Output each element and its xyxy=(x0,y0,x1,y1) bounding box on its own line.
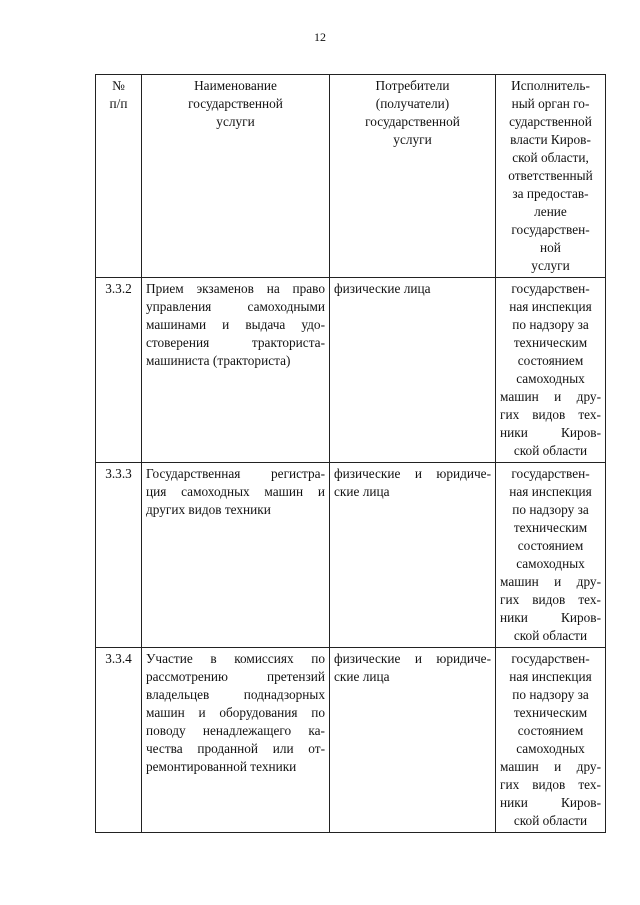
row-service-name xyxy=(142,463,330,648)
header-executive-body-line: государствен- xyxy=(511,222,590,237)
header-consumers-line: государственной xyxy=(365,114,460,129)
header-executive-body-line: Исполнитель- xyxy=(511,78,590,93)
row-executive-body-line: состоянием xyxy=(517,538,584,553)
row-service-name-line: ция самоходных машин и xyxy=(146,484,325,499)
table-row xyxy=(96,648,606,833)
row-executive-body xyxy=(496,463,606,648)
row-consumers-line: ские лица xyxy=(334,669,390,684)
row-consumers xyxy=(330,463,496,648)
row-service-name-line: машиниста (тракториста) xyxy=(146,353,291,368)
row-consumers xyxy=(330,648,496,833)
header-service-name-line: услуги xyxy=(216,114,255,129)
header-consumers xyxy=(330,75,496,278)
header-service-name xyxy=(142,75,330,278)
row-number: 3.3.2 xyxy=(96,278,142,463)
header-service-name-line: Наименование xyxy=(194,78,277,93)
row-executive-body-line: ная инспекция xyxy=(509,299,592,314)
row-service-name xyxy=(142,648,330,833)
row-service-name-line: машин и оборудования по xyxy=(146,705,325,720)
row-executive-body-line: по надзору за xyxy=(512,502,589,517)
header-executive-body xyxy=(496,75,606,278)
row-service-name-line: Участие в комиссиях по xyxy=(146,651,325,666)
header-consumers-line: (получатели) xyxy=(375,96,450,111)
row-consumers-line: физические и юридиче- xyxy=(334,651,491,666)
header-number xyxy=(96,75,142,278)
row-service-name-line: машинами и выдача удо- xyxy=(146,317,325,332)
row-number: 3.3.4 xyxy=(96,648,142,833)
row-executive-body-line: техническим xyxy=(513,705,588,720)
row-executive-body-line: техническим xyxy=(513,335,588,350)
row-executive-body-line: ской области xyxy=(513,628,588,643)
header-executive-body-line: ской области, xyxy=(512,150,589,165)
row-service-name-line: управления самоходными xyxy=(146,299,325,314)
row-executive-body-line: самоходных xyxy=(516,741,585,756)
header-consumers-line: услуги xyxy=(393,132,432,147)
row-executive-body-line: ная инспекция xyxy=(509,484,592,499)
row-service-name-line: Прием экзаменов на право xyxy=(146,281,325,296)
header-executive-body-line: ной xyxy=(540,240,561,255)
row-executive-body-line: по надзору за xyxy=(512,687,589,702)
header-executive-body-line: ный орган го- xyxy=(511,96,590,111)
row-consumers-line: физические лица xyxy=(334,281,431,296)
row-executive-body-line: ники Киров- xyxy=(500,425,601,440)
row-executive-body-line: государствен- xyxy=(511,466,590,481)
row-service-name xyxy=(142,278,330,463)
row-executive-body-line: состоянием xyxy=(517,723,584,738)
row-executive-body-line: гих видов тех- xyxy=(500,592,601,607)
row-executive-body-line: государствен- xyxy=(511,651,590,666)
row-executive-body-line: государствен- xyxy=(511,281,590,296)
row-executive-body-line: ники Киров- xyxy=(500,610,601,625)
table-row xyxy=(96,463,606,648)
row-consumers-line: физические и юридиче- xyxy=(334,466,491,481)
row-executive-body-line: машин и дру- xyxy=(500,389,601,404)
row-executive-body-line: самоходных xyxy=(516,556,585,571)
row-service-name-line: других видов техники xyxy=(146,502,271,517)
header-consumers-line: Потребители xyxy=(375,78,450,93)
row-executive-body-line: состоянием xyxy=(517,353,584,368)
header-service-name-line: государственной xyxy=(188,96,283,111)
header-executive-body-line: за предостав- xyxy=(512,186,589,201)
table-header-row xyxy=(96,75,606,278)
header-executive-body-line: услуги xyxy=(531,258,570,273)
header-number-line: № xyxy=(112,78,125,93)
header-executive-body-line: власти Киров- xyxy=(510,132,591,147)
row-executive-body-line: техническим xyxy=(513,520,588,535)
row-service-name-line: стоверения тракториста- xyxy=(146,335,325,350)
row-consumers-line: ские лица xyxy=(334,484,390,499)
row-executive-body-line: гих видов тех- xyxy=(500,407,601,422)
header-executive-body-line: сударственной xyxy=(509,114,592,129)
row-service-name-line: рассмотрению претензий xyxy=(146,669,325,684)
row-service-name-line: поводу ненадлежащего ка- xyxy=(146,723,325,738)
page-number: 12 xyxy=(314,30,326,44)
row-executive-body-line: ная инспекция xyxy=(509,669,592,684)
header-executive-body-line: ответственный xyxy=(508,168,593,183)
services-table xyxy=(95,74,606,833)
row-executive-body-line: ской области xyxy=(513,443,588,458)
table-row xyxy=(96,278,606,463)
row-executive-body-line: гих видов тех- xyxy=(500,777,601,792)
row-executive-body xyxy=(496,278,606,463)
row-executive-body xyxy=(496,648,606,833)
row-executive-body-line: самоходных xyxy=(516,371,585,386)
row-service-name-line: владельцев поднадзорных xyxy=(146,687,325,702)
row-executive-body-line: ской области xyxy=(513,813,588,828)
row-executive-body-line: по надзору за xyxy=(512,317,589,332)
row-service-name-line: ремонтированной техники xyxy=(146,759,297,774)
row-consumers xyxy=(330,278,496,463)
header-executive-body-line: ление xyxy=(534,204,567,219)
row-executive-body-line: машин и дру- xyxy=(500,759,601,774)
row-executive-body-line: машин и дру- xyxy=(500,574,601,589)
row-service-name-line: Государственная регистра- xyxy=(146,466,325,481)
header-number-line: п/п xyxy=(109,96,128,111)
row-number: 3.3.3 xyxy=(96,463,142,648)
row-service-name-line: чества проданной или от- xyxy=(146,741,325,756)
row-executive-body-line: ники Киров- xyxy=(500,795,601,810)
